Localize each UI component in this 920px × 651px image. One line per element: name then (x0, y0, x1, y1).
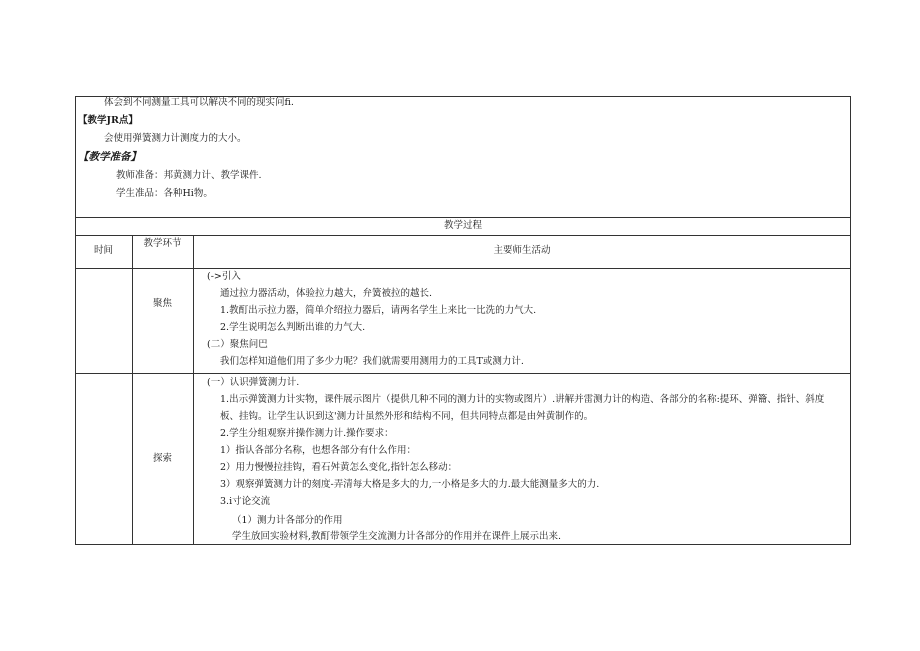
activity-line: 1.出示弹簧测力计实物，课件展示图片（提供几种不同的测力计的实物或图片）.讲解并雷测力计的构造、各部分的名称:提环、弹籥、指针、斜度 (220, 394, 825, 405)
activity-line: (->引入 (207, 271, 241, 282)
divider-header (75, 235, 851, 236)
activity-line: 2.学生分组观察并操作测力计.操作要求： (220, 428, 394, 439)
column-header-time: 时间 (93, 245, 113, 256)
student-preparation: 学生准品：各种Hi物。 (116, 188, 213, 199)
preparation-heading: 【教学准备】 (78, 151, 141, 163)
stage-explore: 探索 (152, 453, 172, 464)
divider-row1 (75, 373, 851, 374)
activity-line: 3）观察弹簧测力计的刻度-弄清每大格是多大的力,一小格是多大的力.最大能测量多大的力. (220, 479, 600, 490)
activity-line: 通过拉力器活动，体验拉力越大，弁簧被拉的越长. (220, 288, 433, 299)
teacher-preparation: 教师准备：邦黄测力计、教学课件. (116, 170, 262, 181)
activity-line: 我们怎样知道他们用了多少力呢？我们就需要用测用力的工具T或测力计. (220, 356, 524, 367)
activity-line: 2.学生说明怎么判断出谁的力气大. (220, 322, 366, 333)
activity-line: (二）聚焦问巴 (207, 339, 268, 350)
border-left (75, 96, 76, 545)
key-point-heading: 【教学JR点】 (78, 115, 138, 126)
activity-line: 2）用力慢慢拉挂钩，看石舛黄怎么变化,指针怎么移动： (220, 462, 458, 473)
column-header-stage: 教学环节 (143, 238, 182, 249)
lesson-plan-sheet (75, 96, 851, 545)
process-title: 教学过程 (443, 220, 482, 231)
key-point-text: 会使用弹簧测力计测度力的大小。 (104, 133, 247, 144)
activity-line: （1）测力计各部分的作用 (232, 515, 343, 526)
objective-line: 体会到不同测量工具可以解决不同的现实问fi. (104, 97, 294, 108)
activity-line: 1.教酊出示拉力器，简单介绍拉力器后，请两名学生上来比一比洗的力气大. (220, 305, 537, 316)
activity-line: (一）认识弹簧测力计. (207, 377, 300, 388)
activity-line: 3.i寸论交流 (220, 496, 271, 507)
activity-line: 1）指认各部分名称，也想各部分有什么作用： (220, 445, 417, 456)
divider-process (75, 217, 851, 218)
column-header-activity: 主要师生活动 (493, 245, 551, 256)
col-divider-stage (193, 235, 194, 544)
activity-line: 板、挂钩。让学生认识到这'测力计虽然外形和结构不同，但共同特点都是由舛黄制作的。 (220, 411, 594, 422)
col-divider-time (132, 235, 133, 544)
border-right (850, 96, 851, 545)
activity-line: 学生放回实验材料,教酊带领学生交流测力计各部分的作用并在课件上展示出来. (232, 531, 562, 542)
stage-focus: 聚焦 (152, 298, 172, 309)
divider-colhead (75, 268, 851, 269)
border-bottom (75, 544, 851, 545)
